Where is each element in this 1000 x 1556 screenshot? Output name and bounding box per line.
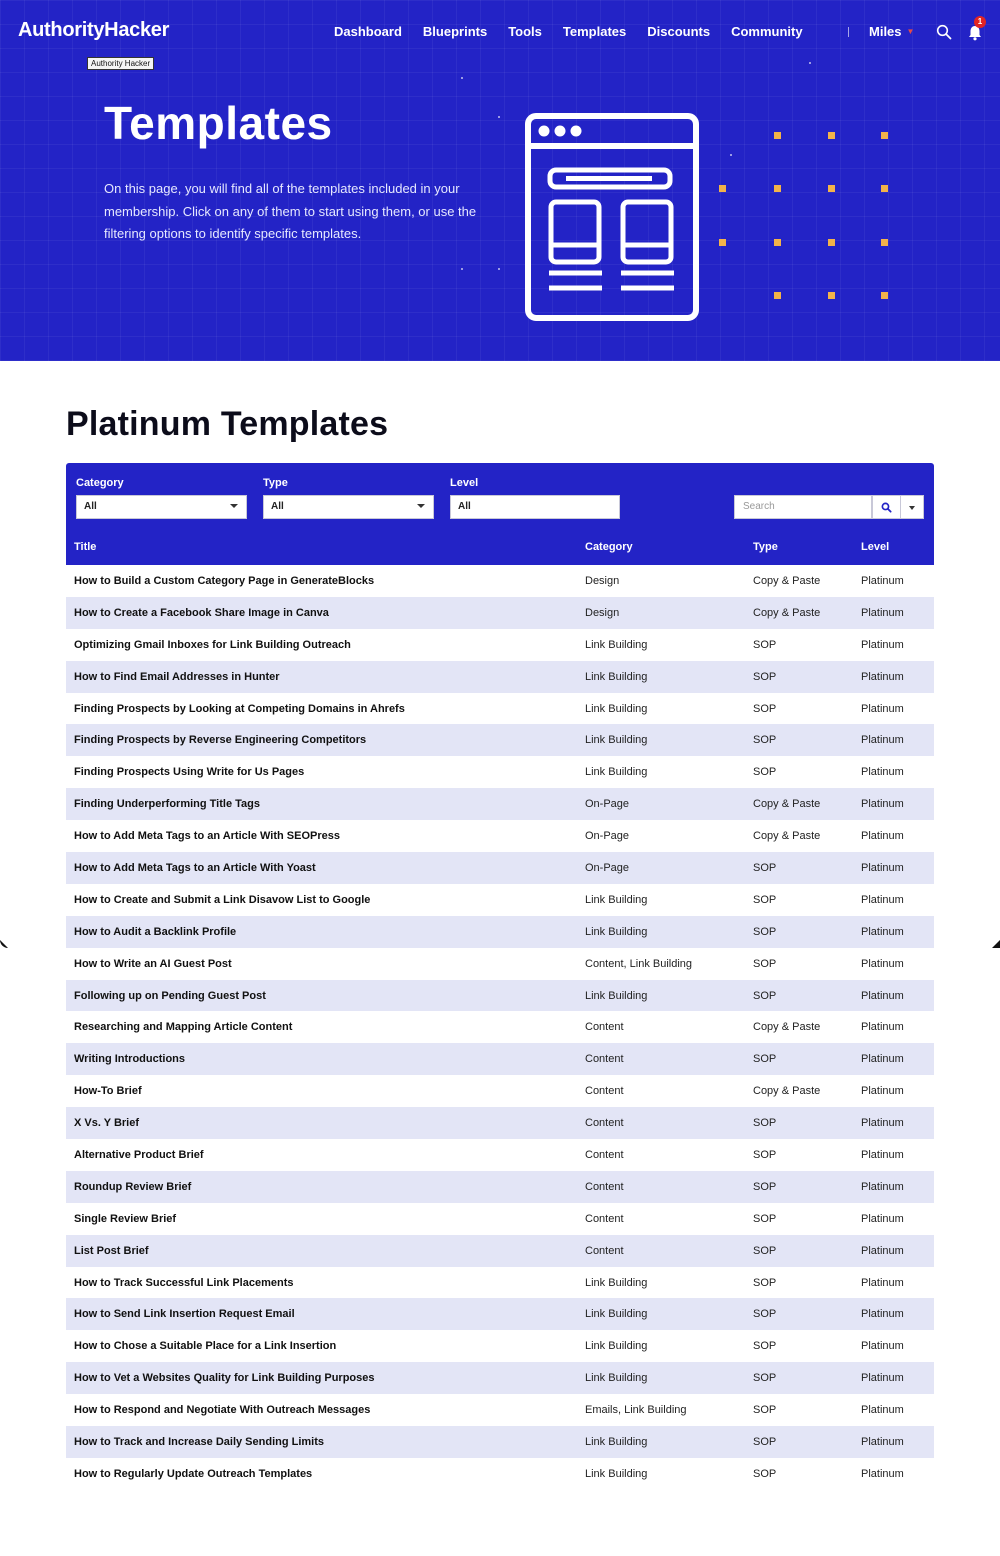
chevron-down-icon — [230, 504, 238, 508]
nav-templates[interactable]: Templates — [562, 24, 627, 39]
row-category: Content — [585, 1021, 624, 1034]
chevron-down-icon: ▼ — [906, 27, 915, 36]
row-type: SOP — [753, 1053, 777, 1066]
notification-badge: 1 — [974, 16, 986, 28]
row-title[interactable]: How to Build a Custom Category Page in GenerateBlocks — [74, 575, 375, 587]
sparkle — [498, 268, 500, 270]
nav-blueprints[interactable]: Blueprints — [422, 24, 488, 39]
row-level: Platinum — [861, 670, 904, 683]
row-title[interactable]: How to Send Link Insertion Request Email — [74, 1308, 295, 1321]
sparkle — [498, 116, 500, 118]
table-row[interactable] — [66, 1298, 934, 1330]
row-category: Content — [585, 1244, 624, 1257]
table-row[interactable] — [66, 1458, 934, 1490]
row-type: SOP — [753, 734, 777, 747]
row-category: Link Building — [585, 893, 648, 906]
row-level: Platinum — [861, 1276, 904, 1289]
row-type: Copy & Paste — [753, 798, 821, 811]
row-title[interactable]: Finding Prospects Using Write for Us Pages — [74, 766, 305, 779]
row-level: Platinum — [861, 1244, 904, 1257]
row-title[interactable]: List Post Brief — [74, 1244, 149, 1257]
sparkle — [461, 77, 463, 79]
row-title[interactable]: Optimizing Gmail Inboxes for Link Building Outreach — [74, 638, 351, 651]
main-nav — [334, 24, 824, 40]
row-type: SOP — [753, 1149, 777, 1162]
table-row[interactable] — [66, 852, 934, 884]
row-type: Copy & Paste — [753, 606, 821, 619]
row-title[interactable]: Writing Introductions — [74, 1053, 186, 1066]
row-category: Content — [585, 1180, 624, 1193]
row-title[interactable]: X Vs. Y Brief — [74, 1117, 140, 1130]
column-header-type[interactable]: Type — [753, 541, 778, 553]
row-type: SOP — [753, 957, 777, 970]
row-type: SOP — [753, 1340, 777, 1353]
row-title[interactable]: How to Create and Submit a Link Disavow List to Google — [74, 893, 371, 906]
row-level: Platinum — [861, 1308, 904, 1321]
row-title[interactable]: Following up on Pending Guest Post — [74, 989, 266, 1002]
table-row[interactable] — [66, 565, 934, 597]
table-row[interactable] — [66, 1362, 934, 1394]
row-level: Platinum — [861, 575, 904, 587]
row-level: Platinum — [861, 766, 904, 779]
row-title[interactable]: How-To Brief — [74, 1085, 142, 1098]
row-category: Link Building — [585, 1276, 648, 1289]
table-row[interactable] — [66, 1394, 934, 1426]
row-title[interactable]: How to Audit a Backlink Profile — [74, 925, 237, 938]
row-category: Content, Link Building — [585, 957, 693, 970]
row-category: Content — [585, 1085, 624, 1098]
type-filter-label: Type — [263, 477, 288, 489]
nav-tools[interactable]: Tools — [508, 24, 542, 39]
row-category: Design — [585, 606, 620, 619]
page-description: On this page, you will find all of the templates included in your membership. Click on any of them to start using them, or use the filtering options to identify specific templates. — [104, 181, 477, 241]
column-header-title[interactable]: Title — [74, 541, 97, 553]
row-category: On-Page — [585, 798, 630, 811]
row-level: Platinum — [861, 1404, 904, 1417]
table-row[interactable] — [66, 1235, 934, 1267]
row-type: Copy & Paste — [753, 1085, 821, 1098]
browser-window-icon — [524, 112, 700, 322]
row-category: Link Building — [585, 1340, 648, 1353]
row-category: Link Building — [585, 734, 648, 747]
search-button[interactable] — [872, 495, 901, 519]
row-level: Platinum — [861, 638, 904, 651]
category-filter-label: Category — [76, 477, 124, 489]
row-type: SOP — [753, 766, 777, 779]
row-title[interactable]: How to Add Meta Tags to an Article With SEOPress — [74, 830, 340, 843]
row-title[interactable]: How to Respond and Negotiate With Outreach Messages — [74, 1404, 371, 1417]
nav-community[interactable]: Community — [731, 24, 803, 39]
row-title[interactable]: How to Write an AI Guest Post — [74, 957, 232, 970]
search-icon — [881, 502, 892, 513]
row-title[interactable]: How to Find Email Addresses in Hunter — [74, 670, 280, 683]
table-row[interactable] — [66, 1011, 934, 1043]
row-type: SOP — [753, 670, 777, 683]
row-type: SOP — [753, 1467, 777, 1480]
row-level: Platinum — [861, 830, 904, 843]
table-row[interactable] — [66, 724, 934, 756]
row-title[interactable]: How to Vet a Websites Quality for Link Building Purposes — [74, 1372, 375, 1385]
table-row[interactable] — [66, 916, 934, 948]
chevron-down-icon — [417, 504, 425, 508]
row-level: Platinum — [861, 734, 904, 747]
row-type: SOP — [753, 989, 777, 1002]
row-level: Platinum — [861, 1149, 904, 1162]
row-level: Platinum — [861, 1117, 904, 1130]
row-level: Platinum — [861, 989, 904, 1002]
row-category: Link Building — [585, 670, 648, 683]
level-select-value: All — [458, 501, 471, 512]
row-type: SOP — [753, 893, 777, 906]
templates-table-body — [66, 565, 934, 1490]
sparkle — [461, 268, 463, 270]
table-row[interactable] — [66, 1203, 934, 1235]
row-title[interactable]: Researching and Mapping Article Content — [74, 1021, 293, 1034]
row-type: Copy & Paste — [753, 1021, 821, 1034]
table-row[interactable] — [66, 693, 934, 725]
chevron-down-icon — [909, 506, 915, 510]
row-title[interactable]: Finding Prospects by Looking at Competing Domains in Ahrefs — [74, 702, 405, 715]
row-level: Platinum — [861, 1467, 904, 1480]
nav-dashboard[interactable]: Dashboard — [334, 24, 402, 39]
page-title: Templates — [104, 97, 333, 149]
sparkle — [809, 62, 811, 64]
row-type: SOP — [753, 1372, 777, 1385]
row-category: Content — [585, 1212, 624, 1225]
nav-divider — [848, 27, 849, 37]
column-header-category[interactable]: Category — [585, 541, 633, 553]
table-row[interactable] — [66, 820, 934, 852]
row-type: SOP — [753, 1212, 777, 1225]
table-row[interactable] — [66, 980, 934, 1012]
row-title[interactable]: Finding Prospects by Reverse Engineering Competitors — [74, 734, 367, 747]
category-select-value: All — [84, 501, 97, 512]
nav-discounts[interactable]: Discounts — [647, 24, 711, 39]
row-category: Design — [585, 575, 620, 587]
row-category: Link Building — [585, 989, 648, 1002]
row-type: SOP — [753, 1117, 777, 1130]
row-level: Platinum — [861, 606, 904, 619]
row-level: Platinum — [861, 862, 904, 875]
table-row[interactable] — [66, 948, 934, 980]
logo-tooltip: Authority Hacker — [87, 57, 154, 70]
row-level: Platinum — [861, 925, 904, 938]
row-level: Platinum — [861, 1340, 904, 1353]
row-title[interactable]: How to Create a Facebook Share Image in Canva — [74, 606, 329, 619]
user-name: Miles — [869, 24, 902, 39]
table-row[interactable] — [66, 756, 934, 788]
row-type: Copy & Paste — [753, 575, 821, 587]
search-icon[interactable] — [936, 24, 952, 40]
row-title[interactable]: How to Add Meta Tags to an Article With Yoast — [74, 862, 316, 875]
row-type: SOP — [753, 1436, 777, 1449]
row-type: Copy & Paste — [753, 830, 821, 843]
row-title[interactable]: How to Chose a Suitable Place for a Link Insertion — [74, 1340, 337, 1353]
row-category: Link Building — [585, 1436, 648, 1449]
row-title[interactable]: Roundup Review Brief — [74, 1180, 192, 1193]
table-row[interactable] — [66, 1330, 934, 1362]
row-title[interactable]: How to Track and Increase Daily Sending Limits — [74, 1436, 325, 1449]
table-row[interactable] — [66, 1171, 934, 1203]
row-category: On-Page — [585, 830, 630, 843]
row-category: On-Page — [585, 862, 630, 875]
section-title: Platinum Templates — [66, 405, 389, 443]
row-type: SOP — [753, 925, 777, 938]
sparkle — [730, 154, 732, 156]
page-seam-corner — [992, 940, 1000, 948]
row-type: SOP — [753, 862, 777, 875]
row-level: Platinum — [861, 957, 904, 970]
search-input[interactable] — [734, 495, 872, 519]
row-category: Link Building — [585, 702, 648, 715]
decorative-dots — [712, 126, 902, 316]
row-category: Content — [585, 1149, 624, 1162]
search-options-button[interactable] — [900, 495, 924, 519]
row-category: Content — [585, 1117, 624, 1130]
row-type: SOP — [753, 1244, 777, 1257]
column-header-level[interactable]: Level — [861, 541, 890, 553]
row-level: Platinum — [861, 1021, 904, 1034]
filter-panel — [66, 463, 934, 565]
level-filter-label: Level — [450, 477, 479, 489]
table-row[interactable] — [66, 884, 934, 916]
row-type: SOP — [753, 1404, 777, 1417]
table-row[interactable] — [66, 1267, 934, 1299]
table-row[interactable] — [66, 1139, 934, 1171]
row-category: Content — [585, 1053, 624, 1066]
row-category: Link Building — [585, 766, 648, 779]
type-select-value: All — [271, 501, 284, 512]
row-title[interactable]: Alternative Product Brief — [74, 1149, 204, 1162]
type-select[interactable] — [263, 495, 434, 519]
row-level: Platinum — [861, 798, 904, 811]
row-title[interactable]: How to Track Successful Link Placements — [74, 1276, 294, 1289]
table-row[interactable] — [66, 597, 934, 629]
row-category: Link Building — [585, 1372, 648, 1385]
table-row[interactable] — [66, 629, 934, 661]
row-level: Platinum — [861, 893, 904, 906]
row-title[interactable]: Single Review Brief — [74, 1212, 177, 1225]
row-level: Platinum — [861, 702, 904, 715]
row-category: Link Building — [585, 1308, 648, 1321]
hero-banner — [0, 0, 1000, 361]
row-level: Platinum — [861, 1212, 904, 1225]
search-placeholder: Search — [743, 501, 775, 512]
row-level: Platinum — [861, 1436, 904, 1449]
row-type: SOP — [753, 702, 777, 715]
category-select[interactable] — [76, 495, 247, 519]
row-type: SOP — [753, 1308, 777, 1321]
row-level: Platinum — [861, 1372, 904, 1385]
row-category: Link Building — [585, 925, 648, 938]
table-row[interactable] — [66, 1107, 934, 1139]
row-category: Link Building — [585, 638, 648, 651]
row-type: SOP — [753, 1180, 777, 1193]
user-menu[interactable] — [848, 24, 914, 39]
table-row[interactable] — [66, 1075, 934, 1107]
row-category: Link Building — [585, 1467, 648, 1480]
row-type: SOP — [753, 1276, 777, 1289]
site-logo[interactable]: AuthorityHacker — [18, 19, 170, 41]
row-level: Platinum — [861, 1085, 904, 1098]
row-category: Emails, Link Building — [585, 1404, 687, 1417]
row-title[interactable]: How to Regularly Update Outreach Templates — [74, 1467, 313, 1480]
row-level: Platinum — [861, 1180, 904, 1193]
row-level: Platinum — [861, 1053, 904, 1066]
table-row[interactable] — [66, 661, 934, 693]
level-select[interactable] — [450, 495, 620, 519]
page-seam-corner — [0, 940, 8, 948]
row-title[interactable]: Finding Underperforming Title Tags — [74, 798, 260, 811]
table-row[interactable] — [66, 1426, 934, 1458]
table-row[interactable] — [66, 788, 934, 820]
row-type: SOP — [753, 638, 777, 651]
table-row[interactable] — [66, 1043, 934, 1075]
